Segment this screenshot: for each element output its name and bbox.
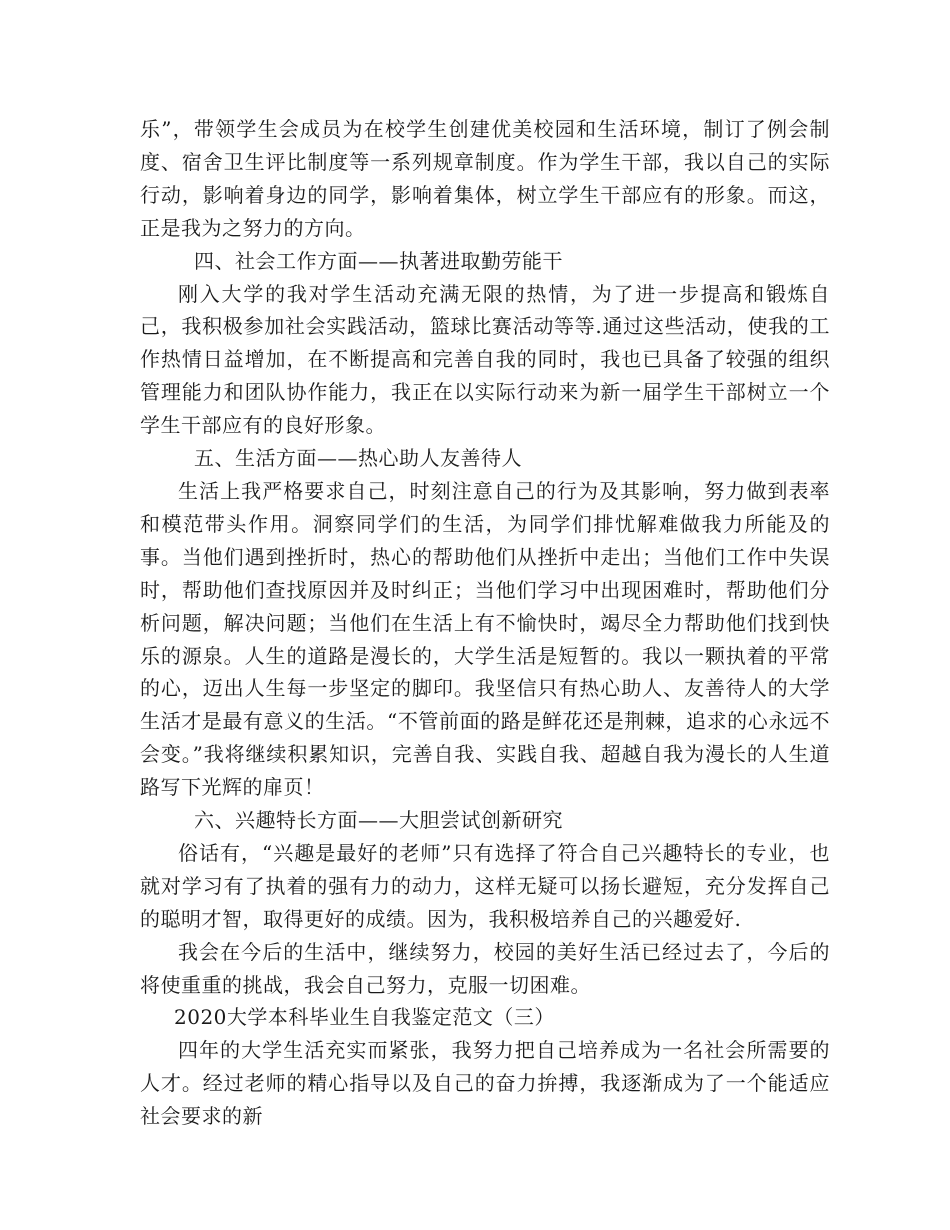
section-heading-interests: 六、兴趣特长方面——大胆尝试创新研究 [194,808,563,833]
document-body [140,113,830,1133]
section-heading-life: 五、生活方面——热心助人友善待人 [194,446,522,471]
paragraph-life: 生活上我严格要求自己，时刻注意自己的行为及其影响，努力做到表率和模范带头作用。洞察同学们的生活，为同学们排忧解难做我力所能及的事。当他们遇到挫折时，热心的帮助他们从挫折中走出；当他们工作中失误时，帮助他们查找原因并及时纠正；当他们学习中出现困难时，帮助他们分析问题，解决问题；当他们在生活上有不愉快时，竭尽全力帮助他们找到快乐的源泉。人生的道路是漫长的，大学生活是短暂的。我以一颗执着的平常的心，迈出人生每一步坚定的脚印。我坚信只有热心助人、友善待人的大学生活才是最有意义的生活。“不管前面的路是鲜花还是荆棘，追求的心永远不会变。”我将继续积累知识，完善自我、实践自我、超越自我为漫长的人生道路写下光辉的扉页！ [140,478,830,800]
section-heading-social-work: 四、社会工作方面——执著进取勤劳能干 [194,248,563,273]
paragraph-essay-three: 四年的大学生活充实而紧张，我努力把自己培养成为一名社会所需要的人才。经过老师的精心指导以及自己的奋力拚搏，我逐渐成为了一个能适应社会要求的新 [140,1038,830,1129]
paragraph-future: 我会在今后的生活中，继续努力，校园的美好生活已经过去了，今后的将使重重的挑战，我会自己努力，克服一切困难。 [140,939,830,997]
sample-essay-title: 2020大学本科毕业生自我鉴定范文（三） [174,1005,555,1030]
paragraph-social-work: 刚入大学的我对学生活动充满无限的热情，为了进一步提高和锻炼自己，我积极参加社会实践活动，篮球比赛活动等等.通过这些活动，使我的工作热情日益增加，在不断提高和完善自我的同时，我也已具备了较强的组织管理能力和团队协作能力，我正在以实际行动来为新一届学生干部树立一个学生干部应有的良好形象。 [140,281,830,438]
paragraph-interests: 俗话有，“兴趣是最好的老师”只有选择了符合自己兴趣特长的专业，也就对学习有了执着的强有力的动力，这样无疑可以扬长避短，充分发挥自己的聪明才智，取得更好的成绩。因为，我积极培养自己的兴趣爱好. [140,840,830,931]
paragraph-continued-intro: 乐”，带领学生会成员为在校学生创建优美校园和生活环境，制订了例会制度、宿舍卫生评比制度等一系列规章制度。作为学生干部，我以自己的实际行动，影响着身边的同学，影响着集体，树立学生干部应有的形象。而这，正是我为之努力的方向。 [140,117,830,240]
